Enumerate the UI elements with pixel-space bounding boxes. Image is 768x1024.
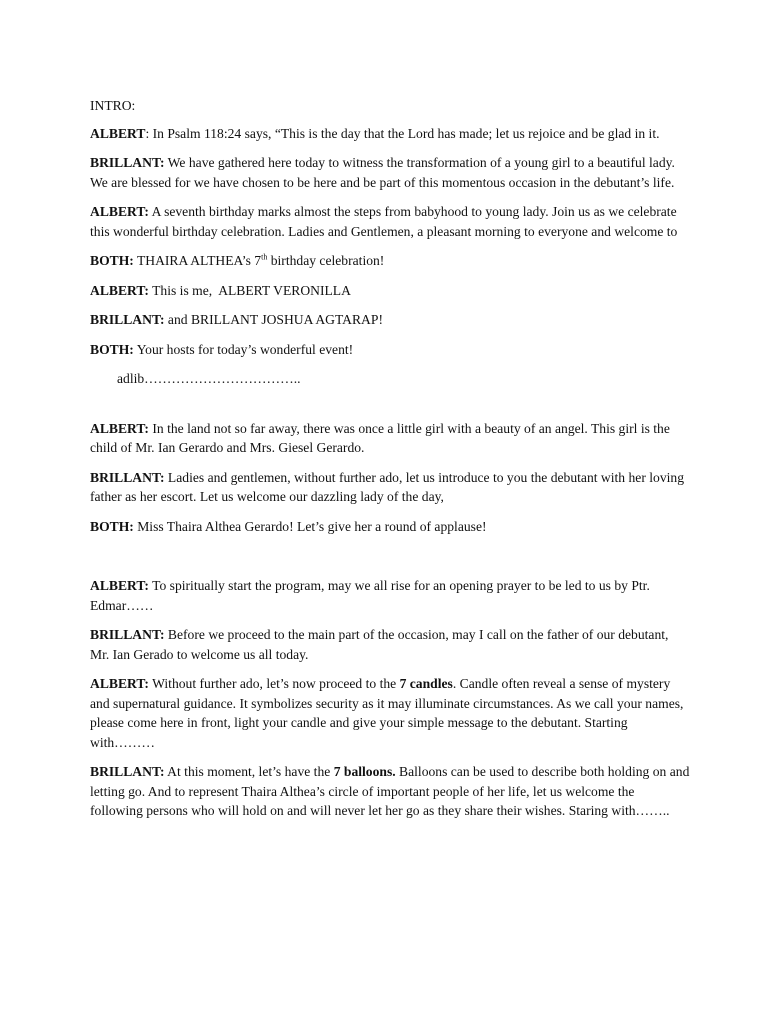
ordinal-suffix: th	[261, 252, 268, 262]
speaker-label: ALBERT:	[90, 578, 149, 593]
speaker-label: BRILLANT:	[90, 155, 165, 170]
paragraph-brillant-balloons	[90, 762, 690, 821]
spacer	[90, 546, 690, 576]
speaker-label: BRILLANT:	[90, 764, 165, 779]
adlib-line: adlib……………………………..	[117, 371, 301, 386]
dialogue-text: Balloons can be used to describe both holding on and letting go. And to represent Thaira Althea’s circle of important people of her life, let us welcome the following persons who will hold on and will never let her go as they share their wishes. Staring with……..	[90, 764, 690, 818]
dialogue-text: We have gathered here today to witness the transformation of a young girl to a beautiful lady. We are blessed for we have chosen to be here and be part of this momentous occasion in the debutant’s life.	[90, 155, 675, 190]
paragraph-albert-prayer	[90, 576, 690, 615]
spacer	[90, 399, 690, 419]
dialogue-text: : In Psalm 118:24 says, “This is the day that the Lord has made; let us rejoice and be glad in it.	[145, 125, 660, 141]
dialogue-text: At this moment, let’s have the	[164, 764, 334, 779]
dialogue-text: A seventh birthday marks almost the steps from babyhood to young lady. Join us as we celebrate this wonderful birthday celebration. Ladies and Gentlemen, a pleasant morning to everyone and welcome to	[90, 204, 678, 239]
dialogue-text: birthday celebration!	[267, 253, 385, 268]
script-document	[90, 96, 690, 831]
speaker-label: BOTH:	[90, 518, 134, 534]
speaker-label: ALBERT:	[90, 420, 149, 436]
dialogue-text: This is me, ALBERT VERONILLA	[148, 282, 351, 298]
paragraph-both-hosts	[90, 340, 690, 360]
paragraph-both-applause	[90, 517, 690, 537]
speaker-label: BOTH:	[90, 253, 134, 268]
paragraph-brillant-gathered	[90, 153, 690, 192]
paragraph-both-celebration	[90, 251, 690, 271]
dialogue-text: . Candle often reveal a sense of mystery and supernatural guidance. It symbolizes security as it may illuminate circumstances. As we call your names, please come here in front, light your candle and give your simple message to the debutant. Starting with………	[90, 676, 684, 750]
paragraph-albert-candles	[90, 674, 690, 752]
speaker-label: BOTH:	[90, 341, 134, 357]
speaker-label: BRILLANT:	[90, 469, 165, 485]
paragraph-albert-intro-self	[90, 281, 690, 301]
speaker-label: ALBERT	[90, 125, 146, 141]
paragraph-brillant-introduce-debutant	[90, 468, 690, 507]
paragraph-albert-land	[90, 419, 690, 458]
dialogue-text: Miss Thaira Althea Gerardo! Let’s give her a round of applause!	[133, 518, 487, 534]
dialogue-text: Your hosts for today’s wonderful event!	[133, 341, 354, 357]
paragraph-albert-seventh-birthday	[90, 202, 690, 241]
speaker-label: ALBERT:	[90, 676, 149, 691]
dialogue-text: Before we proceed to the main part of the occasion, may I call on the father of our debutant, Mr. Ian Gerado to welcome us all today.	[90, 627, 669, 662]
dialogue-text: In the land not so far away, there was once a little girl with a beauty of an angel. This girl is the child of Mr. Ian Gerardo and Mrs. Giesel Gerardo.	[90, 420, 670, 455]
intro-heading: INTRO:	[90, 98, 136, 113]
dialogue-text: Without further ado, let’s now proceed to the	[148, 676, 400, 691]
speaker-label: BRILLANT:	[90, 627, 165, 642]
paragraph-brillant-father-welcome	[90, 625, 690, 664]
emphasis-balloons: 7 balloons.	[333, 764, 396, 779]
paragraph-brillant-intro-self	[90, 310, 690, 330]
speaker-label: BRILLANT:	[90, 312, 165, 327]
dialogue-text: To spiritually start the program, may we all rise for an opening prayer to be led to us by Ptr. Edmar……	[90, 578, 650, 613]
emphasis-candles: 7 candles	[399, 676, 453, 691]
dialogue-text: THAIRA ALTHEA’s 7	[133, 253, 262, 268]
dialogue-text: Ladies and gentlemen, without further ado, let us introduce to you the debutant with her loving father as her escort. Let us welcome our dazzling lady of the day,	[90, 469, 684, 504]
speaker-label: ALBERT:	[90, 282, 149, 298]
paragraph-albert-psalm	[90, 124, 690, 144]
speaker-label: ALBERT:	[90, 204, 149, 219]
dialogue-text: and BRILLANT JOSHUA AGTARAP!	[164, 312, 383, 327]
